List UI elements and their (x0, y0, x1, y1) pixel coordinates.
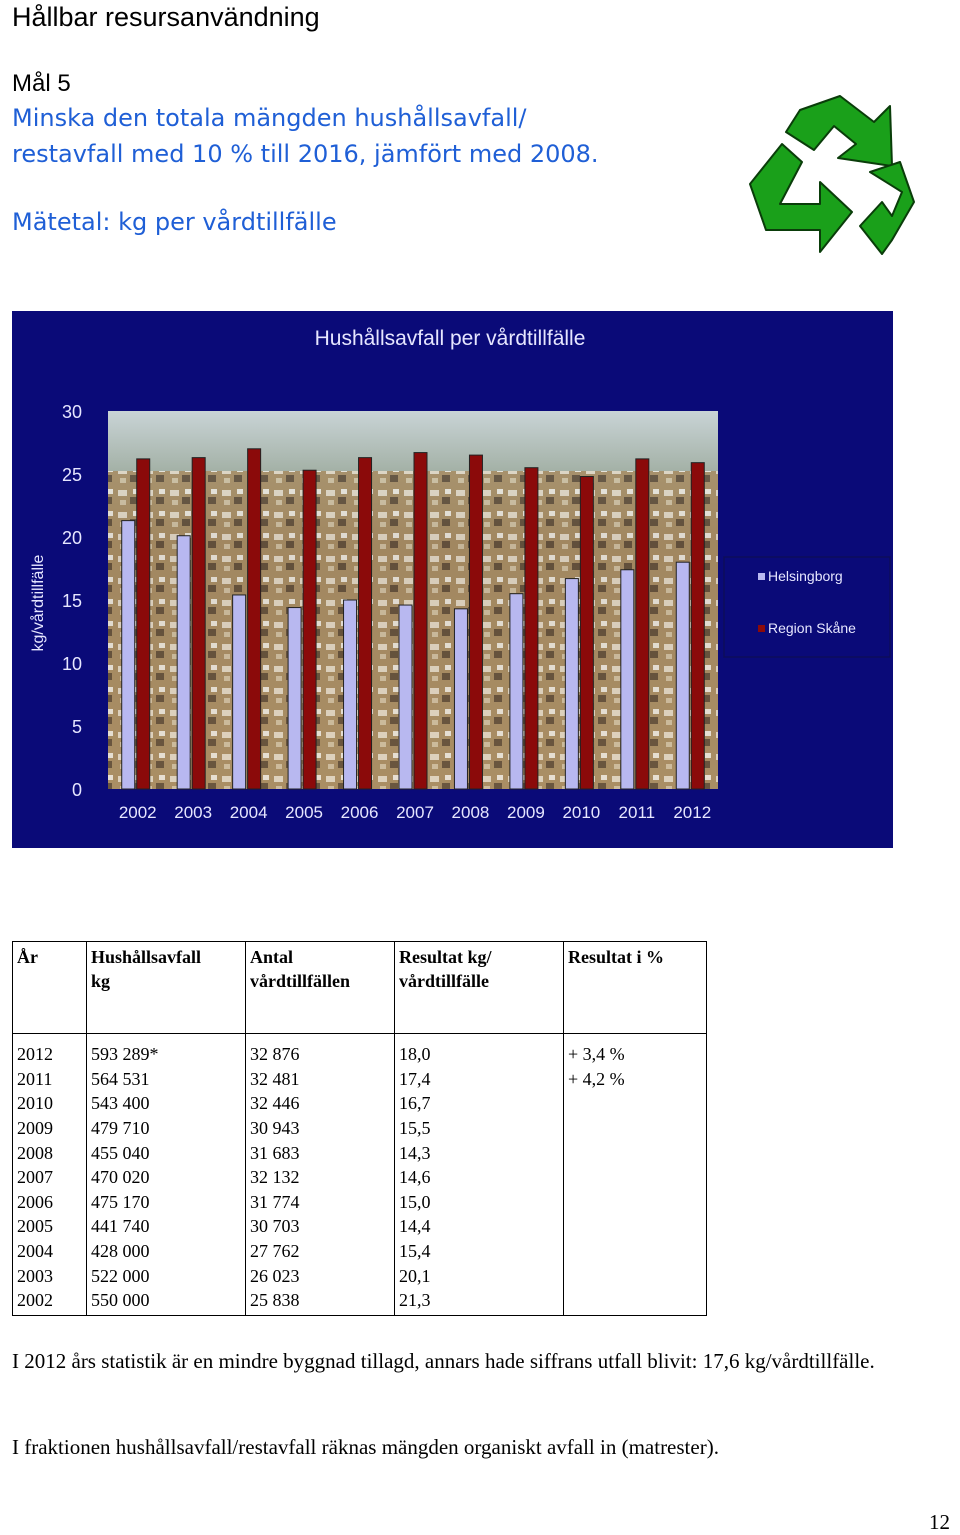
table-cell: 2006 (13, 1190, 87, 1215)
table-cell: + 3,4 % (564, 1034, 707, 1067)
table-cell: 2012 (13, 1034, 87, 1067)
table-row (13, 1190, 707, 1215)
table-cell: 441 740 (87, 1214, 246, 1239)
legend-label: Region Skåne (768, 620, 856, 636)
bar-region-skane (469, 455, 482, 789)
table-row (13, 1140, 707, 1165)
x-tick-label: 2008 (451, 803, 490, 822)
table-cell: 543 400 (87, 1091, 246, 1116)
x-tick-label: 2007 (396, 803, 434, 822)
table-cell: 2009 (13, 1116, 87, 1141)
bar-helsingborg (510, 594, 523, 789)
bar-helsingborg (177, 536, 190, 789)
x-tick-label: 2009 (506, 803, 545, 822)
table-cell: 15,5 (395, 1116, 564, 1141)
bar-region-skane (414, 453, 427, 789)
table-cell: 470 020 (87, 1165, 246, 1190)
table-cell: 32 132 (246, 1165, 395, 1190)
table-cell: 31 683 (246, 1140, 395, 1165)
bar-helsingborg (344, 600, 357, 789)
table-cell (564, 1263, 707, 1288)
x-tick-label: 2006 (340, 803, 379, 822)
table-row (13, 1288, 707, 1315)
table-cell: 2005 (13, 1214, 87, 1239)
y-tick-label: 25 (61, 465, 82, 485)
table-header-text: Resultat i % (568, 947, 664, 967)
table-header-cell (246, 942, 395, 1034)
table-cell: 475 170 (87, 1190, 246, 1215)
table-row (13, 1214, 707, 1239)
bar-region-skane (192, 458, 205, 789)
chart-svg (12, 311, 893, 848)
legend-label: Helsingborg (768, 568, 843, 584)
table-header-text: Hushållsavfall (91, 947, 202, 967)
table-body (13, 1034, 707, 1316)
table-header-cell (564, 942, 707, 1034)
table-header-row (13, 942, 707, 1034)
x-tick-label: 2003 (174, 803, 213, 822)
table-cell: 564 531 (87, 1067, 246, 1092)
bar-region-skane (525, 468, 538, 789)
x-tick-label: 2002 (118, 803, 157, 822)
table-row (13, 1034, 707, 1067)
table-header-text: vårdtillfälle (399, 971, 489, 991)
table-header-cell (395, 942, 564, 1034)
bar-region-skane (580, 477, 593, 789)
recycle-icon (742, 92, 920, 256)
table-cell (564, 1140, 707, 1165)
x-tick-label: 2011 (618, 803, 656, 822)
table-cell: 2007 (13, 1165, 87, 1190)
footnote-organic-waste: I fraktionen hushållsavfall/restavfall räknas mängden organiskt avfall in (matrester). (12, 1435, 719, 1459)
table-cell (564, 1214, 707, 1239)
bar-helsingborg (676, 562, 689, 789)
table-row (13, 1067, 707, 1092)
table-cell: 26 023 (246, 1263, 395, 1288)
table-cell: + 4,2 % (564, 1067, 707, 1092)
legend-swatch (758, 625, 765, 632)
table-cell: 2011 (13, 1067, 87, 1092)
goal-description-line2: restavfall med 10 % till 2016, jämfört med 2008. (12, 140, 599, 168)
bar-helsingborg (399, 605, 412, 789)
table-cell: 30 943 (246, 1116, 395, 1141)
table-cell: 17,4 (395, 1067, 564, 1092)
table-cell (564, 1116, 707, 1141)
bar-helsingborg (565, 579, 578, 789)
bar-region-skane (137, 459, 150, 789)
table-cell: 593 289* (87, 1034, 246, 1067)
table-cell: 2002 (13, 1288, 87, 1315)
table-cell: 2004 (13, 1239, 87, 1264)
table-cell: 32 876 (246, 1034, 395, 1067)
goal-description-line1: Minska den totala mängden hushållsavfall/ (12, 104, 527, 132)
table-row (13, 1239, 707, 1264)
y-tick-label: 15 (61, 591, 82, 611)
table-cell: 14,3 (395, 1140, 564, 1165)
y-axis-label: kg/vårdtillfälle (30, 554, 47, 652)
table-cell: 522 000 (87, 1263, 246, 1288)
y-tick-label: 20 (61, 528, 82, 548)
table-header-text: kg (91, 971, 111, 991)
bar-region-skane (359, 458, 372, 789)
table-cell: 2010 (13, 1091, 87, 1116)
table-cell: 32 481 (246, 1067, 395, 1092)
bar-region-skane (303, 470, 316, 789)
table-cell: 455 040 (87, 1140, 246, 1165)
table-header-text: Antal (250, 947, 294, 967)
page-number: 12 (929, 1510, 950, 1534)
table-cell: 15,0 (395, 1190, 564, 1215)
table-cell: 428 000 (87, 1239, 246, 1264)
table-cell: 2008 (13, 1140, 87, 1165)
table-cell: 479 710 (87, 1116, 246, 1141)
waste-data-table (12, 941, 707, 1316)
table-cell: 2003 (13, 1263, 87, 1288)
table-cell: 550 000 (87, 1288, 246, 1315)
table-cell: 32 446 (246, 1091, 395, 1116)
table-header-text: Resultat kg/ (399, 947, 492, 967)
bar-helsingborg (288, 608, 301, 789)
bar-region-skane (248, 449, 261, 789)
footnote-2012-building: I 2012 års statistik är en mindre byggnad tillagd, annars hade siffrans utfall blivit: 17,6 kg/vårdtillfälle. (12, 1349, 875, 1373)
bar-helsingborg (621, 570, 634, 789)
table-cell: 31 774 (246, 1190, 395, 1215)
table-cell: 21,3 (395, 1288, 564, 1315)
table-cell: 15,4 (395, 1239, 564, 1264)
x-tick-label: 2010 (562, 803, 601, 822)
chart-title: Hushållsavfall per vårdtillfälle (314, 327, 586, 350)
table-cell: 30 703 (246, 1214, 395, 1239)
metric-label: Mätetal: kg per vårdtillfälle (12, 208, 337, 236)
y-tick-label: 5 (71, 717, 82, 737)
table-cell: 18,0 (395, 1034, 564, 1067)
x-tick-label: 2005 (285, 803, 324, 822)
table-cell: 20,1 (395, 1263, 564, 1288)
table-cell (564, 1288, 707, 1315)
table-cell: 25 838 (246, 1288, 395, 1315)
legend-swatch (758, 573, 765, 580)
table-cell: 16,7 (395, 1091, 564, 1116)
table-row (13, 1091, 707, 1116)
table-header-cell (87, 942, 246, 1034)
goal-title: Mål 5 (12, 70, 71, 97)
table-header-text: År (17, 947, 38, 967)
table-row (13, 1165, 707, 1190)
table-row (13, 1116, 707, 1141)
bar-region-skane (636, 459, 649, 789)
table-cell (564, 1190, 707, 1215)
table-cell: 14,6 (395, 1165, 564, 1190)
bar-region-skane (691, 463, 704, 789)
bar-helsingborg (233, 595, 246, 789)
y-tick-label: 0 (71, 780, 82, 800)
x-tick-label: 2004 (229, 803, 268, 822)
table-cell (564, 1091, 707, 1116)
page-title: Hållbar resursanvändning (12, 2, 320, 32)
bar-helsingborg (454, 609, 467, 789)
bar-helsingborg (122, 521, 135, 789)
table-cell: 27 762 (246, 1239, 395, 1264)
table-cell (564, 1239, 707, 1264)
table-cell (564, 1165, 707, 1190)
waste-per-visit-chart (12, 311, 893, 848)
table-header-cell (13, 942, 87, 1034)
y-tick-label: 30 (61, 402, 82, 422)
table-row (13, 1263, 707, 1288)
table-header-text: vårdtillfällen (250, 971, 350, 991)
table-cell: 14,4 (395, 1214, 564, 1239)
x-tick-label: 2012 (673, 803, 712, 822)
y-tick-label: 10 (61, 654, 82, 674)
